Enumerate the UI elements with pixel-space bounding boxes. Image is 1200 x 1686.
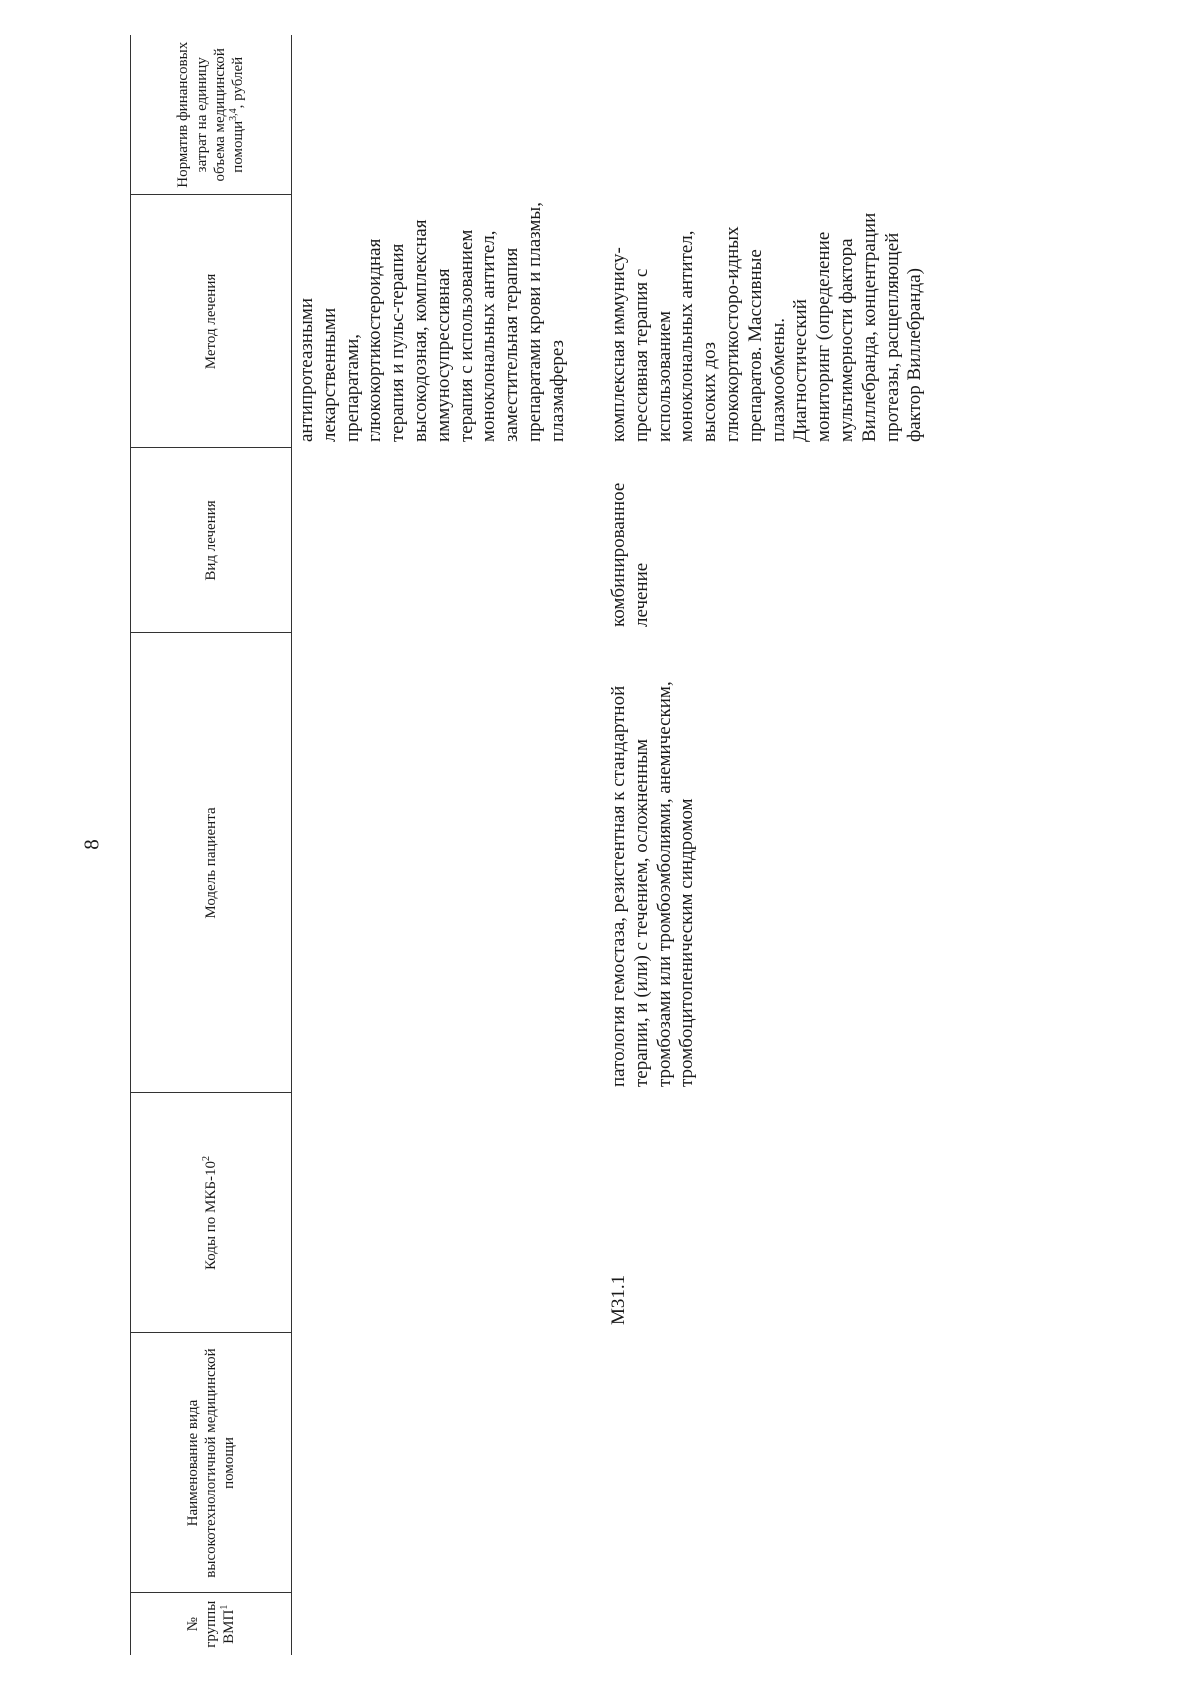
cell-patient-model: патология гемостаза, резистентная к стандартной терапии, и (или) с течением, осложненным тромбозами или тромбоэмболиями, анемическим, тромбоцитопеническим синдромом	[608, 681, 698, 1087]
header-patient-model: Модель пациента	[131, 633, 292, 1093]
cell-name	[292, 1333, 601, 1593]
cell-treatment-type	[292, 448, 601, 633]
table-row	[600, 35, 931, 1655]
rotated-table-container	[130, 35, 1190, 1655]
cell-treatment-type: комбинированное лечение	[608, 482, 652, 627]
header-cost-norm: Норматив финансовых затрат на единицу объема медицинской помощи$^{3,4}$, рублей	[131, 35, 292, 195]
header-codes: Коды по МКБ-$10^2$	[131, 1093, 292, 1333]
cell-cost-norm	[292, 35, 601, 195]
header-treatment-method: Метод лечения	[131, 195, 292, 448]
header-name: Наименование вида высокотехнологичной медицинской помощи	[131, 1333, 292, 1593]
page-number: 8	[79, 839, 104, 850]
cell-patient-model	[292, 633, 601, 1093]
cell-name	[600, 1333, 931, 1593]
table-row	[292, 35, 601, 1655]
cell-group-no	[292, 1593, 601, 1655]
cell-cost-norm	[600, 35, 931, 195]
header-treatment-type: Вид лечения	[131, 448, 292, 633]
header-group-no: № группы ВМП$^1$	[131, 1593, 292, 1655]
cell-group-no	[600, 1593, 931, 1655]
cell-treatment-method: антипротеазными лекарственными препаратами, глюкокортикостероидная терапия и пульс-терапия высокодозная, комплексная иммуносупрессивная терапия с использованием моноклональных антител, заместительная терапия препаратами крови и плазмы, плазмаферез	[296, 202, 568, 442]
cell-treatment-method: комплексная иммунису-прессивная терапия с использованием моноклональных антител, высоких доз глюкокортикосторо-идных препаратов. Массивные плазмообмены. Диагностический мониторинг (определение мультимерности фактора Виллебранда, концентрации протеазы, расщепляющей фактор Виллебранда)	[608, 212, 926, 442]
vmp-table	[130, 35, 931, 1655]
table-header-row	[131, 35, 292, 1655]
cell-codes	[292, 1093, 601, 1333]
cell-codes: M31.1	[608, 1274, 629, 1325]
